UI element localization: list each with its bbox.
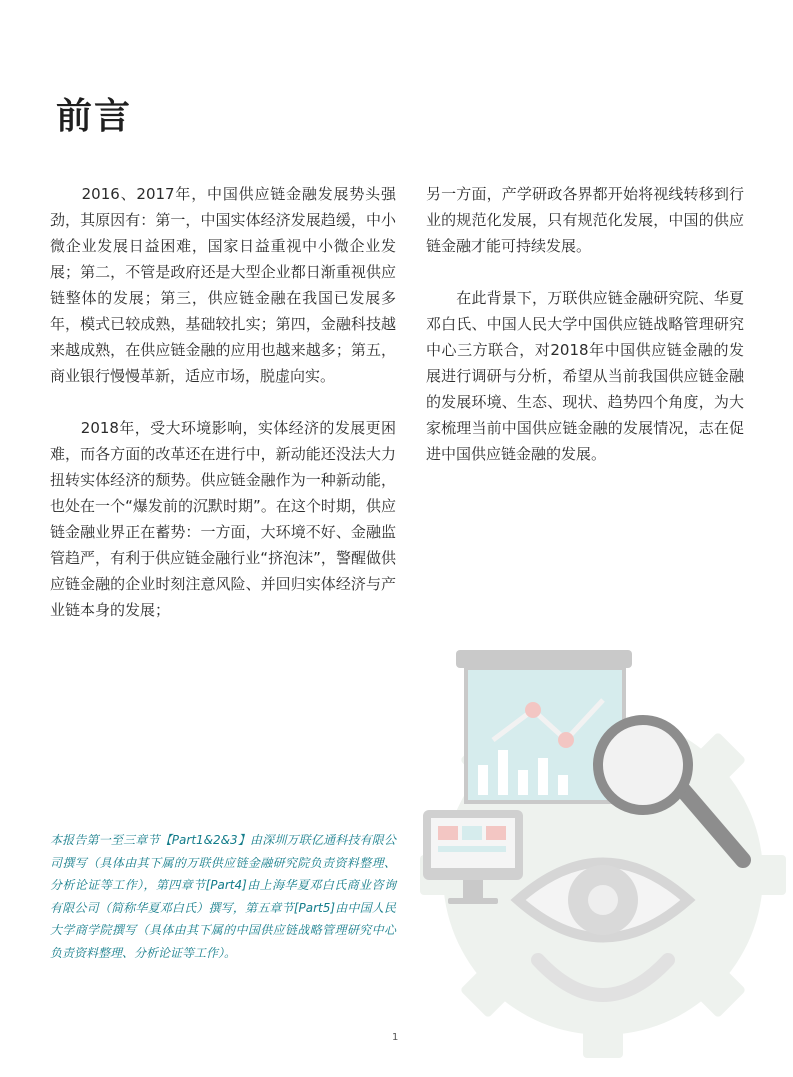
page-number: 1 <box>392 1032 399 1043</box>
right-column <box>426 181 744 467</box>
authorship-note: 本报告第一至三章节【Part1&2&3】由深圳万联亿通科技有限公司撰写（具体由其下属的万联供应链金融研究院负责资料整理、分析论证等工作），第四章节[Part4]由上海华夏邓白氏商业咨询有限公司（简称华夏邓白氏）撰写，第五章节[Part5]由中国人民大学商学院撰写（具体由其下属的中国供应链战略管理研究中心负责资料整理、分析论证等工作）。 <box>50 833 396 960</box>
left-paragraph-1: 2016、2017年，中国供应链金融发展势头强劲，其原因有：第一，中国实体经济发展趋缓，中小微企业发展日益困难，国家日益重视中小微企业发展；第二，不管是政府还是大型企业都日渐重视供应链整体的发展；第三，供应链金融在我国已发展多年，模式已较成熟，基础较扎实；第四，金融科技越来越成熟，在供应链金融的应用也越来越多；第五，商业银行慢慢革新，适应市场，脱虚向实。 <box>50 185 396 385</box>
left-paragraph-2: 2018年，受大环境影响，实体经济的发展更困难，而各方面的改革还在进行中，新动能还没法大力扭转实体经济的颓势。供应链金融作为一种新动能，也处在一个“爆发前的沉默时期”。在这个时期，供应链金融业界正在蓄势：一方面，大环境不好、金融监管趋严，有利于供应链金融行业“挤泡沫”，警醒做供应链金融的企业时刻注意风险、并回归实体经济与产业链本身的发展； <box>50 419 396 619</box>
decorative-illustration <box>398 630 793 1070</box>
left-column <box>50 181 396 623</box>
right-paragraph-2: 在此背景下，万联供应链金融研究院、华夏邓白氏、中国人民大学中国供应链战略管理研究中心三方联合，对2018年中国供应链金融的发展进行调研与分析，希望从当前我国供应链金融的发展环境、生态、现状、趋势四个角度，为大家梳理当前中国供应链金融的发展情况，志在促进中国供应链金融的发展。 <box>426 289 744 463</box>
page-title: 前言 <box>56 96 133 137</box>
right-paragraph-1: 另一方面，产学研政各界都开始将视线转移到行业的规范化发展，只有规范化发展，中国的供应链金融才能可持续发展。 <box>426 185 744 255</box>
